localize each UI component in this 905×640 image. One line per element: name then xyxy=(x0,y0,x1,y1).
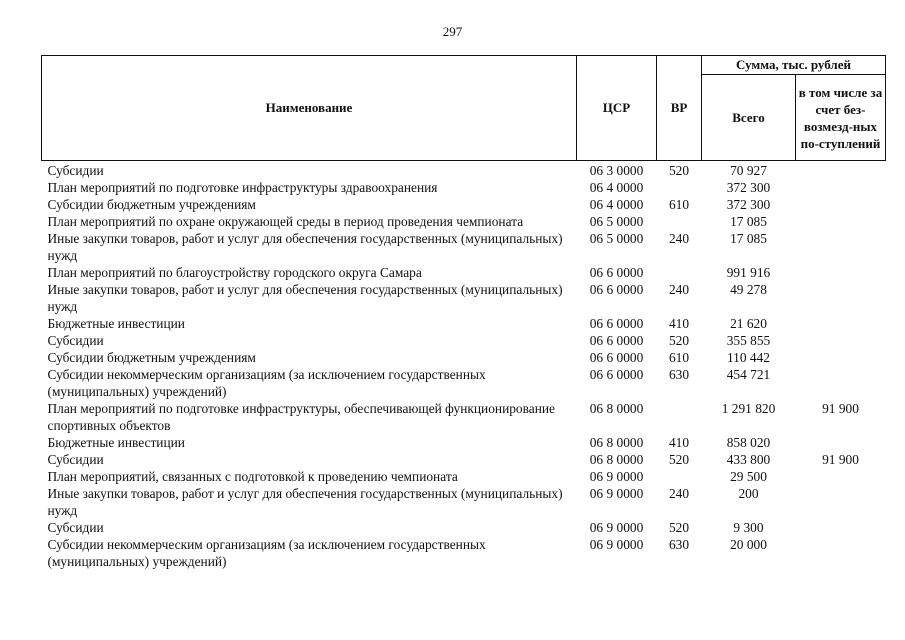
row-name: Субсидии xyxy=(47,520,104,535)
row-vr: 610 xyxy=(668,197,690,212)
row-vr: 520 xyxy=(668,163,690,178)
table-row xyxy=(42,400,886,434)
row-name: Субсидии некоммерческим организациям (за исключением государственных (муниципальных) учреждений) xyxy=(47,537,486,569)
header-vr: ВР xyxy=(657,56,702,161)
budget-table xyxy=(41,55,886,570)
table-row xyxy=(42,161,886,180)
table-row xyxy=(42,264,886,281)
row-name: Иные закупки товаров, работ и услуг для обеспечения государственных (муниципальных) нужд xyxy=(47,486,563,518)
row-total: 372 300 xyxy=(726,180,771,195)
row-vr xyxy=(657,400,702,434)
row-vr: 610 xyxy=(668,350,690,365)
table-row xyxy=(42,315,886,332)
table-row xyxy=(42,485,886,519)
row-total: 355 855 xyxy=(726,333,771,348)
row-name: План мероприятий по подготовке инфраструктуры здравоохранения xyxy=(47,180,438,195)
row-vr xyxy=(657,264,702,281)
row-including xyxy=(796,281,886,315)
row-vr: 410 xyxy=(668,316,690,331)
row-total: 372 300 xyxy=(726,197,771,212)
table-row xyxy=(42,196,886,213)
row-vr: 520 xyxy=(668,452,690,467)
row-csr: 06 6 0000 xyxy=(589,333,644,348)
row-vr: 520 xyxy=(668,520,690,535)
row-csr: 06 6 0000 xyxy=(589,350,644,365)
row-csr: 06 6 0000 xyxy=(589,282,644,297)
row-total: 858 020 xyxy=(726,435,771,450)
row-csr: 06 9 0000 xyxy=(589,520,644,535)
table-row xyxy=(42,281,886,315)
row-csr: 06 6 0000 xyxy=(589,316,644,331)
table-row xyxy=(42,332,886,349)
row-csr: 06 9 0000 xyxy=(589,486,644,501)
row-including xyxy=(796,196,886,213)
row-csr: 06 5 0000 xyxy=(589,231,644,246)
table-body xyxy=(42,161,886,571)
header-including: в том числе за счет без-возмезд-ных по-ступлений xyxy=(796,75,886,161)
row-total: 1 291 820 xyxy=(721,401,776,416)
row-name: План мероприятий по охране окружающей среды в период проведения чемпионата xyxy=(47,214,524,229)
table-row xyxy=(42,366,886,400)
row-csr: 06 9 0000 xyxy=(589,469,644,484)
row-total: 21 620 xyxy=(730,316,767,331)
row-csr: 06 3 0000 xyxy=(589,163,644,178)
row-including: 91 900 xyxy=(822,401,859,416)
header-name: Наименование xyxy=(42,56,577,161)
table-row xyxy=(42,536,886,570)
header-total: Всего xyxy=(702,75,796,161)
row-total: 200 xyxy=(738,486,759,501)
row-including xyxy=(796,315,886,332)
row-vr: 240 xyxy=(668,486,690,501)
row-name: Бюджетные инвестиции xyxy=(47,316,185,331)
row-including xyxy=(796,161,886,180)
row-name: Субсидии xyxy=(47,163,104,178)
row-including: 91 900 xyxy=(822,452,859,467)
row-csr: 06 6 0000 xyxy=(589,265,644,280)
row-vr xyxy=(657,468,702,485)
row-vr: 630 xyxy=(668,367,690,382)
table-row xyxy=(42,468,886,485)
row-total: 17 085 xyxy=(730,214,767,229)
row-including xyxy=(796,230,886,264)
row-total: 49 278 xyxy=(730,282,767,297)
row-csr: 06 4 0000 xyxy=(589,197,644,212)
row-name: Бюджетные инвестиции xyxy=(47,435,185,450)
row-including xyxy=(796,519,886,536)
row-name: Иные закупки товаров, работ и услуг для обеспечения государственных (муниципальных) нужд xyxy=(47,231,563,263)
row-total: 454 721 xyxy=(726,367,771,382)
table-row xyxy=(42,451,886,468)
row-total: 29 500 xyxy=(730,469,767,484)
row-csr: 06 8 0000 xyxy=(589,435,644,450)
row-total: 991 916 xyxy=(726,265,771,280)
table-header xyxy=(42,56,886,161)
row-including xyxy=(796,264,886,281)
row-total: 20 000 xyxy=(730,537,767,552)
row-csr: 06 5 0000 xyxy=(589,214,644,229)
row-name: Иные закупки товаров, работ и услуг для обеспечения государственных (муниципальных) нужд xyxy=(47,282,563,314)
table-row xyxy=(42,179,886,196)
row-vr: 410 xyxy=(668,435,690,450)
row-total: 9 300 xyxy=(733,520,764,535)
row-total: 110 442 xyxy=(726,350,771,365)
page-number: 297 xyxy=(442,24,463,39)
row-csr: 06 4 0000 xyxy=(589,180,644,195)
row-csr: 06 9 0000 xyxy=(589,537,644,552)
row-csr: 06 8 0000 xyxy=(589,452,644,467)
row-including xyxy=(796,468,886,485)
row-name: Субсидии xyxy=(47,333,104,348)
row-name: Субсидии некоммерческим организациям (за исключением государственных (муниципальных) учреждений) xyxy=(47,367,486,399)
table-row xyxy=(42,213,886,230)
row-including xyxy=(796,366,886,400)
row-name: Субсидии xyxy=(47,452,104,467)
row-including xyxy=(796,213,886,230)
row-total: 433 800 xyxy=(726,452,771,467)
row-including xyxy=(796,332,886,349)
row-name: План мероприятий, связанных с подготовкой к проведению чемпионата xyxy=(47,469,458,484)
header-csr: ЦСР xyxy=(577,56,657,161)
row-name: Субсидии бюджетным учреждениям xyxy=(47,197,256,212)
header-sum: Сумма, тыс. рублей xyxy=(702,56,886,75)
row-name: План мероприятий по подготовке инфраструктуры, обеспечивающей функционирование спортивных объектов xyxy=(47,401,555,433)
row-csr: 06 6 0000 xyxy=(589,367,644,382)
row-including xyxy=(796,536,886,570)
row-vr xyxy=(657,179,702,196)
row-vr: 630 xyxy=(668,537,690,552)
row-including xyxy=(796,179,886,196)
row-including xyxy=(796,349,886,366)
table-row xyxy=(42,519,886,536)
row-including xyxy=(796,485,886,519)
table-row xyxy=(42,434,886,451)
row-total: 17 085 xyxy=(730,231,767,246)
row-total: 70 927 xyxy=(730,163,767,178)
table-row xyxy=(42,349,886,366)
row-vr: 520 xyxy=(668,333,690,348)
row-including xyxy=(796,434,886,451)
row-vr xyxy=(657,213,702,230)
row-vr: 240 xyxy=(668,231,690,246)
row-vr: 240 xyxy=(668,282,690,297)
row-csr: 06 8 0000 xyxy=(589,401,644,416)
table-row xyxy=(42,230,886,264)
row-name: План мероприятий по благоустройству городского округа Самара xyxy=(47,265,422,280)
row-name: Субсидии бюджетным учреждениям xyxy=(47,350,256,365)
